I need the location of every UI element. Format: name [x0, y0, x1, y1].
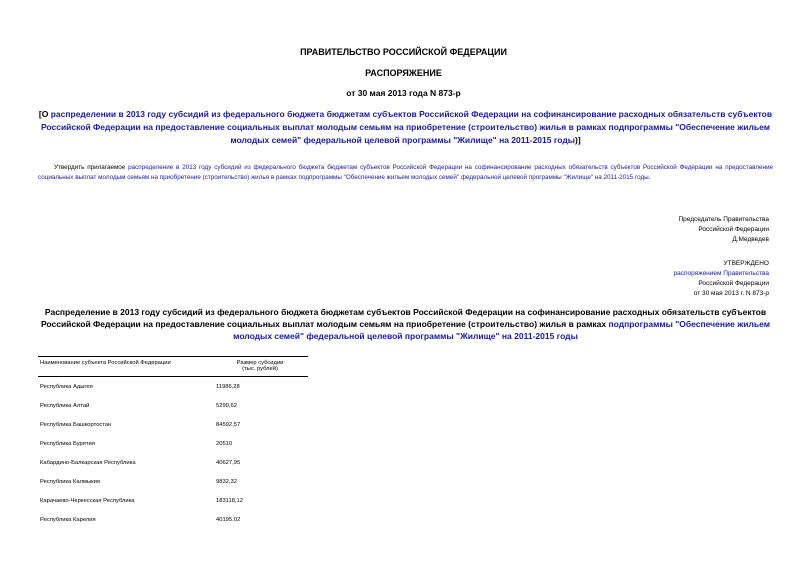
- body-suffix: .: [648, 174, 651, 181]
- region-cell: Карачаево-Черкесская Республика: [40, 497, 135, 504]
- approval-order-link[interactable]: распоряжением Правительства: [673, 270, 769, 277]
- region-cell: Республика Башкортостан: [40, 421, 112, 428]
- table-row: [38, 396, 308, 415]
- document-heading: [38, 108, 773, 147]
- region-cell: Республика Алтай: [40, 402, 90, 409]
- signature-country: Российской Федерации: [698, 226, 769, 233]
- document-date-number: от 30 мая 2013 года N 873-р: [346, 88, 461, 98]
- column-header-region: Наименование субъекта Российской Федерации: [38, 357, 212, 377]
- table-row: [38, 510, 308, 529]
- region-cell: Республика Карелия: [40, 516, 96, 523]
- table-row: [38, 472, 308, 491]
- table-row: [38, 377, 308, 397]
- approval-country: Российской Федерации: [698, 280, 769, 287]
- body-paragraph: [38, 163, 773, 183]
- document-type: РАСПОРЯЖЕНИЕ: [365, 68, 442, 78]
- column-header-amount: [212, 357, 308, 377]
- approval-label: УТВЕРЖДЕНО: [723, 260, 769, 267]
- approval-block: [549, 259, 769, 299]
- signature-position: Председатель Правительства: [678, 216, 769, 223]
- table-row: [38, 453, 308, 472]
- amount-cell: 84592,57: [216, 421, 241, 428]
- region-cell: Кабардино-Балкарская Республика: [40, 459, 136, 466]
- amount-cell: 5299,62: [216, 402, 237, 409]
- amount-cell: 9832,32: [216, 478, 237, 485]
- distribution-title: [38, 306, 773, 342]
- heading-open-bracket: [О: [38, 109, 51, 119]
- heading-link[interactable]: распределении в 2013 году субсидий из федерального бюджета бюджетам субъектов Российской Федерации на софинансирование расходных обязательств субъектов Российской Федерации на предоставление социальных выплат молодым семьям на приобретение (строительство) жилья в рамках подпрограммы "Обеспечение жильем молодых семей" федеральной целевой программы "Жилище" на 2011-2015 годы: [40, 109, 773, 145]
- table-row: [38, 415, 308, 434]
- distribution-title-link[interactable]: подпрограммы "Обеспечение жильем молодых семей" федеральной целевой программы "Жилище" на 2011-2015 годы: [233, 319, 771, 341]
- region-cell: Республика Калмыкия: [40, 478, 101, 485]
- body-link[interactable]: распределение в 2013 году субсидий из федерального бюджета бюджетам субъектов Российской Федерации на софинансирование расходных обязательств субъектов Российской Федерации на предоставление социальных выплат молодым семьям на приобретение (строительство) жилья в рамках подпрограммы "Обеспечение жильем молодых семей" федеральной целевой программы "Жилище" на 2011-2015 годы: [38, 164, 773, 181]
- amount-cell: 20510: [216, 440, 233, 447]
- government-title: ПРАВИТЕЛЬСТВО РОССИЙСКОЙ ФЕДЕРАЦИИ: [300, 47, 507, 57]
- amount-cell: 183118,12: [216, 497, 243, 504]
- column-header-amount-line1: Размер субсидии: [236, 360, 284, 366]
- approval-date: от 30 мая 2013 г. N 873-р: [693, 290, 769, 297]
- region-cell: Республика Бурятия: [40, 440, 95, 447]
- distribution-title-text: Распределение в 2013 году субсидий из федерального бюджета бюджетам субъектов Российской Федерации на софинансирование расходных обязательств субъектов Российской Федерации на предоставление социальных выплат молодым семьям на приобретение (строительство) жилья в рамках: [40, 307, 767, 329]
- table-header-row: [38, 357, 308, 377]
- body-prefix: Утвердить прилагаемое: [54, 164, 129, 171]
- signature-name: Д.Медведев: [732, 236, 769, 243]
- signature-block: [549, 215, 769, 245]
- column-header-amount-line2: (тыс. рублей): [242, 366, 278, 372]
- region-cell: Республика Адыгея: [40, 383, 93, 390]
- heading-close-bracket: )]: [575, 135, 581, 145]
- amount-cell: 40627,95: [216, 459, 241, 466]
- table-row: [38, 434, 308, 453]
- amount-cell: 11986,28: [216, 383, 240, 390]
- subsidy-table: [38, 356, 308, 529]
- amount-cell: 40195,02: [216, 516, 241, 523]
- table-row: [38, 491, 308, 510]
